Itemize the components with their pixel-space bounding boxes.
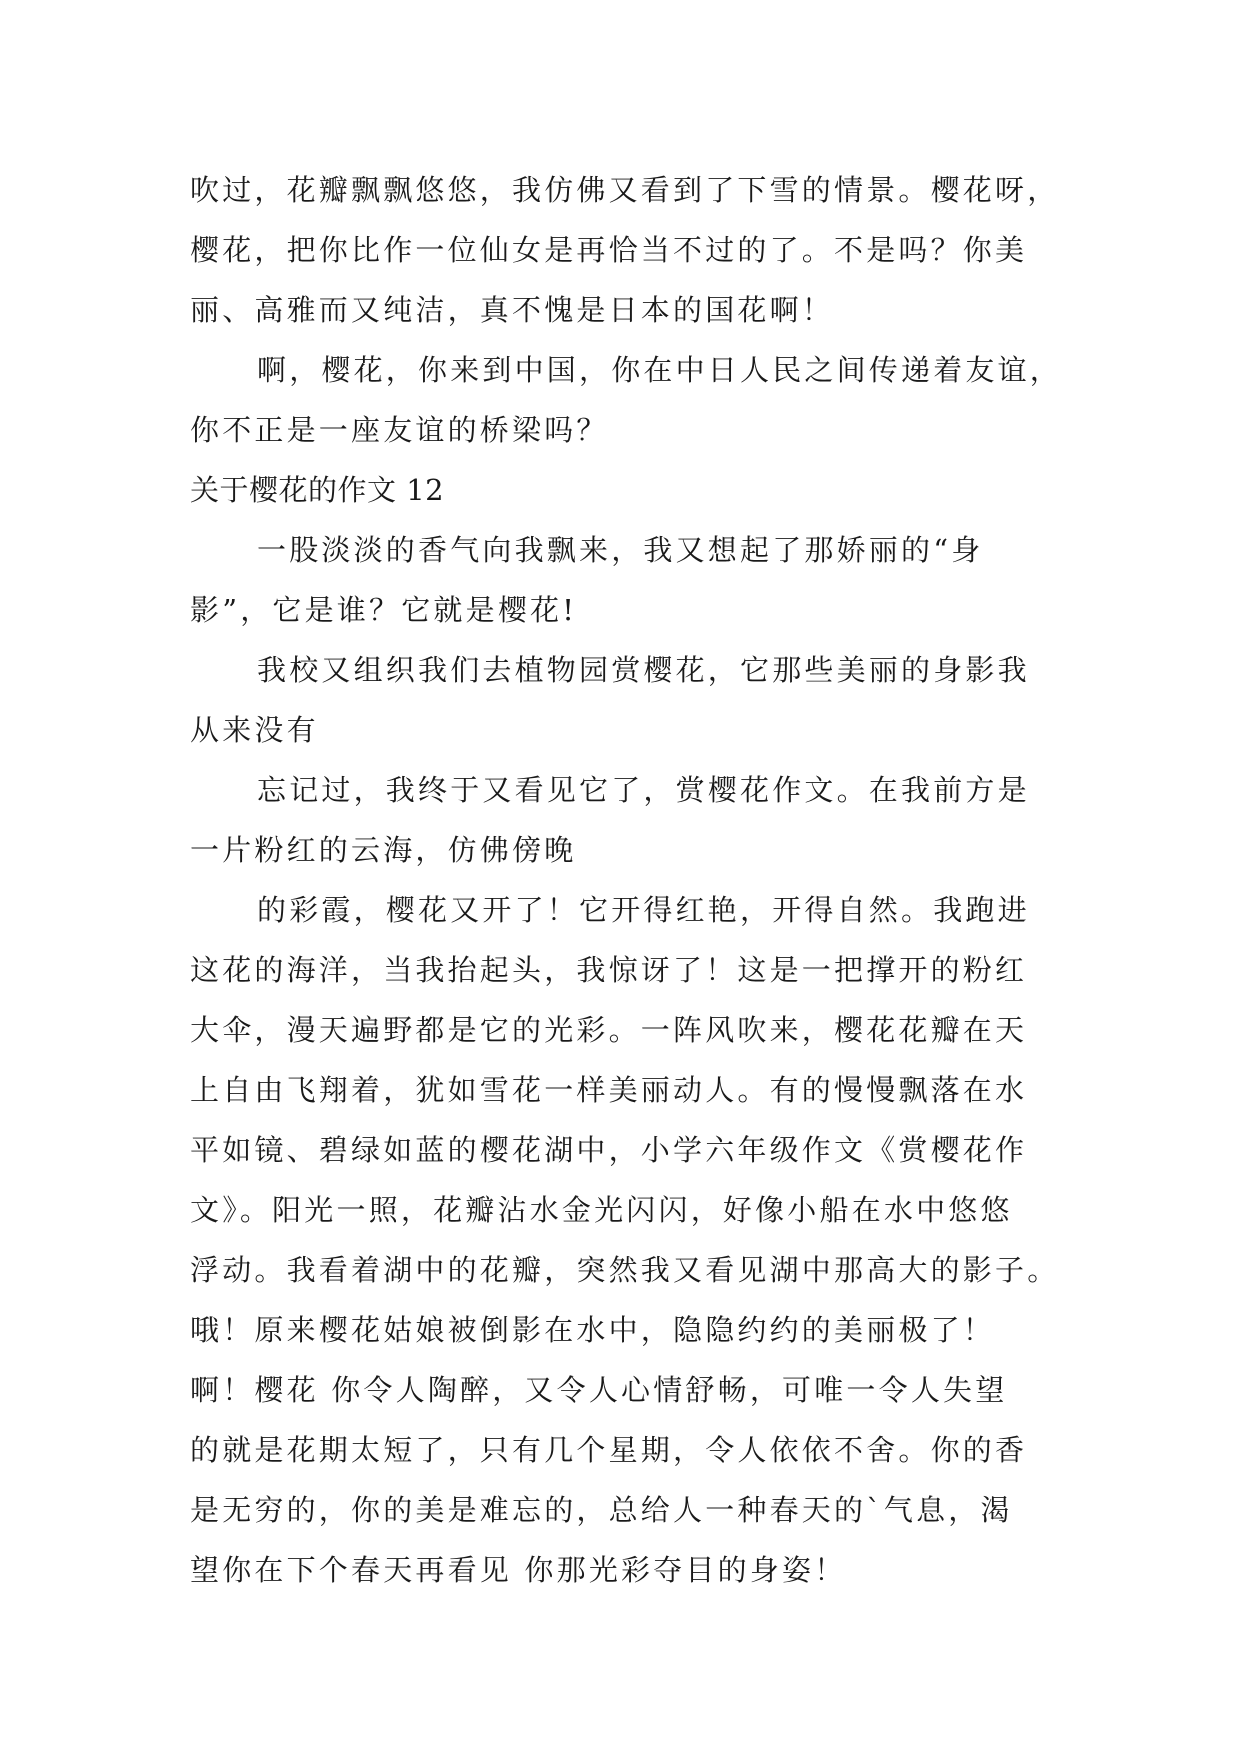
paragraph-line: 上自由飞翔着，犹如雪花一样美丽动人。有的慢慢飘落在水 [190, 1073, 1028, 1107]
paragraph-line: 是无穷的，你的美是难忘的，总给人一种春天的`气息，渴 [190, 1493, 1013, 1527]
section-heading: 关于樱花的作文 12 [190, 473, 445, 507]
paragraph-line: 浮动。我看着湖中的花瓣，突然我又看见湖中那高大的影子。 [190, 1253, 1060, 1287]
paragraph-line: 哦！原来樱花姑娘被倒影在水中，隐隐约约的美丽极了！ [190, 1313, 996, 1347]
paragraph-line: 啊，樱花，你来到中国，你在中日人民之间传递着友谊， [257, 353, 1063, 387]
paragraph-line: 你不正是一座友谊的桥梁吗？ [190, 413, 609, 447]
paragraph-line: 一片粉红的云海，仿佛傍晚 [190, 833, 577, 867]
paragraph-line: 吹过，花瓣飘飘悠悠，我仿佛又看到了下雪的情景。樱花呀， [190, 173, 1060, 207]
paragraph-line: 我校又组织我们去植物园赏樱花，它那些美丽的身影我 [257, 653, 1030, 687]
paragraph-line: 望你在下个春天再看见 你那光彩夺目的身姿！ [190, 1553, 847, 1587]
paragraph-line: 从来没有 [190, 713, 319, 747]
paragraph-line: 的彩霞，樱花又开了！它开得红艳，开得自然。我跑进 [257, 893, 1030, 927]
document-body [190, 160, 1070, 1600]
paragraph-line: 樱花，把你比作一位仙女是再恰当不过的了。不是吗？你美 [190, 233, 1028, 267]
paragraph-line: 一股淡淡的香气向我飘来，我又想起了那娇丽的“身 [257, 533, 984, 567]
paragraph-line: 丽、高雅而又纯洁，真不愧是日本的国花啊！ [190, 293, 835, 327]
paragraph-line: 这花的海洋，当我抬起头，我惊讶了！这是一把撑开的粉红 [190, 953, 1028, 987]
paragraph-line: 影”，它是谁？它就是樱花! [190, 593, 578, 627]
paragraph-line: 大伞，漫天遍野都是它的光彩。一阵风吹来，樱花花瓣在天 [190, 1013, 1028, 1047]
paragraph-line: 平如镜、碧绿如蓝的樱花湖中，小学六年级作文《赏樱花作 [190, 1133, 1028, 1167]
paragraph-line: 文》。阳光一照，花瓣沾水金光闪闪，好像小船在水中悠悠 [190, 1193, 1013, 1227]
paragraph-line: 啊！樱花 你令人陶醉，又令人心情舒畅，可唯一令人失望 [190, 1373, 1008, 1407]
paragraph-line: 的就是花期太短了，只有几个星期，令人依依不舍。你的香 [190, 1433, 1028, 1467]
paragraph-line: 忘记过，我终于又看见它了，赏樱花作文。在我前方是 [257, 773, 1030, 807]
